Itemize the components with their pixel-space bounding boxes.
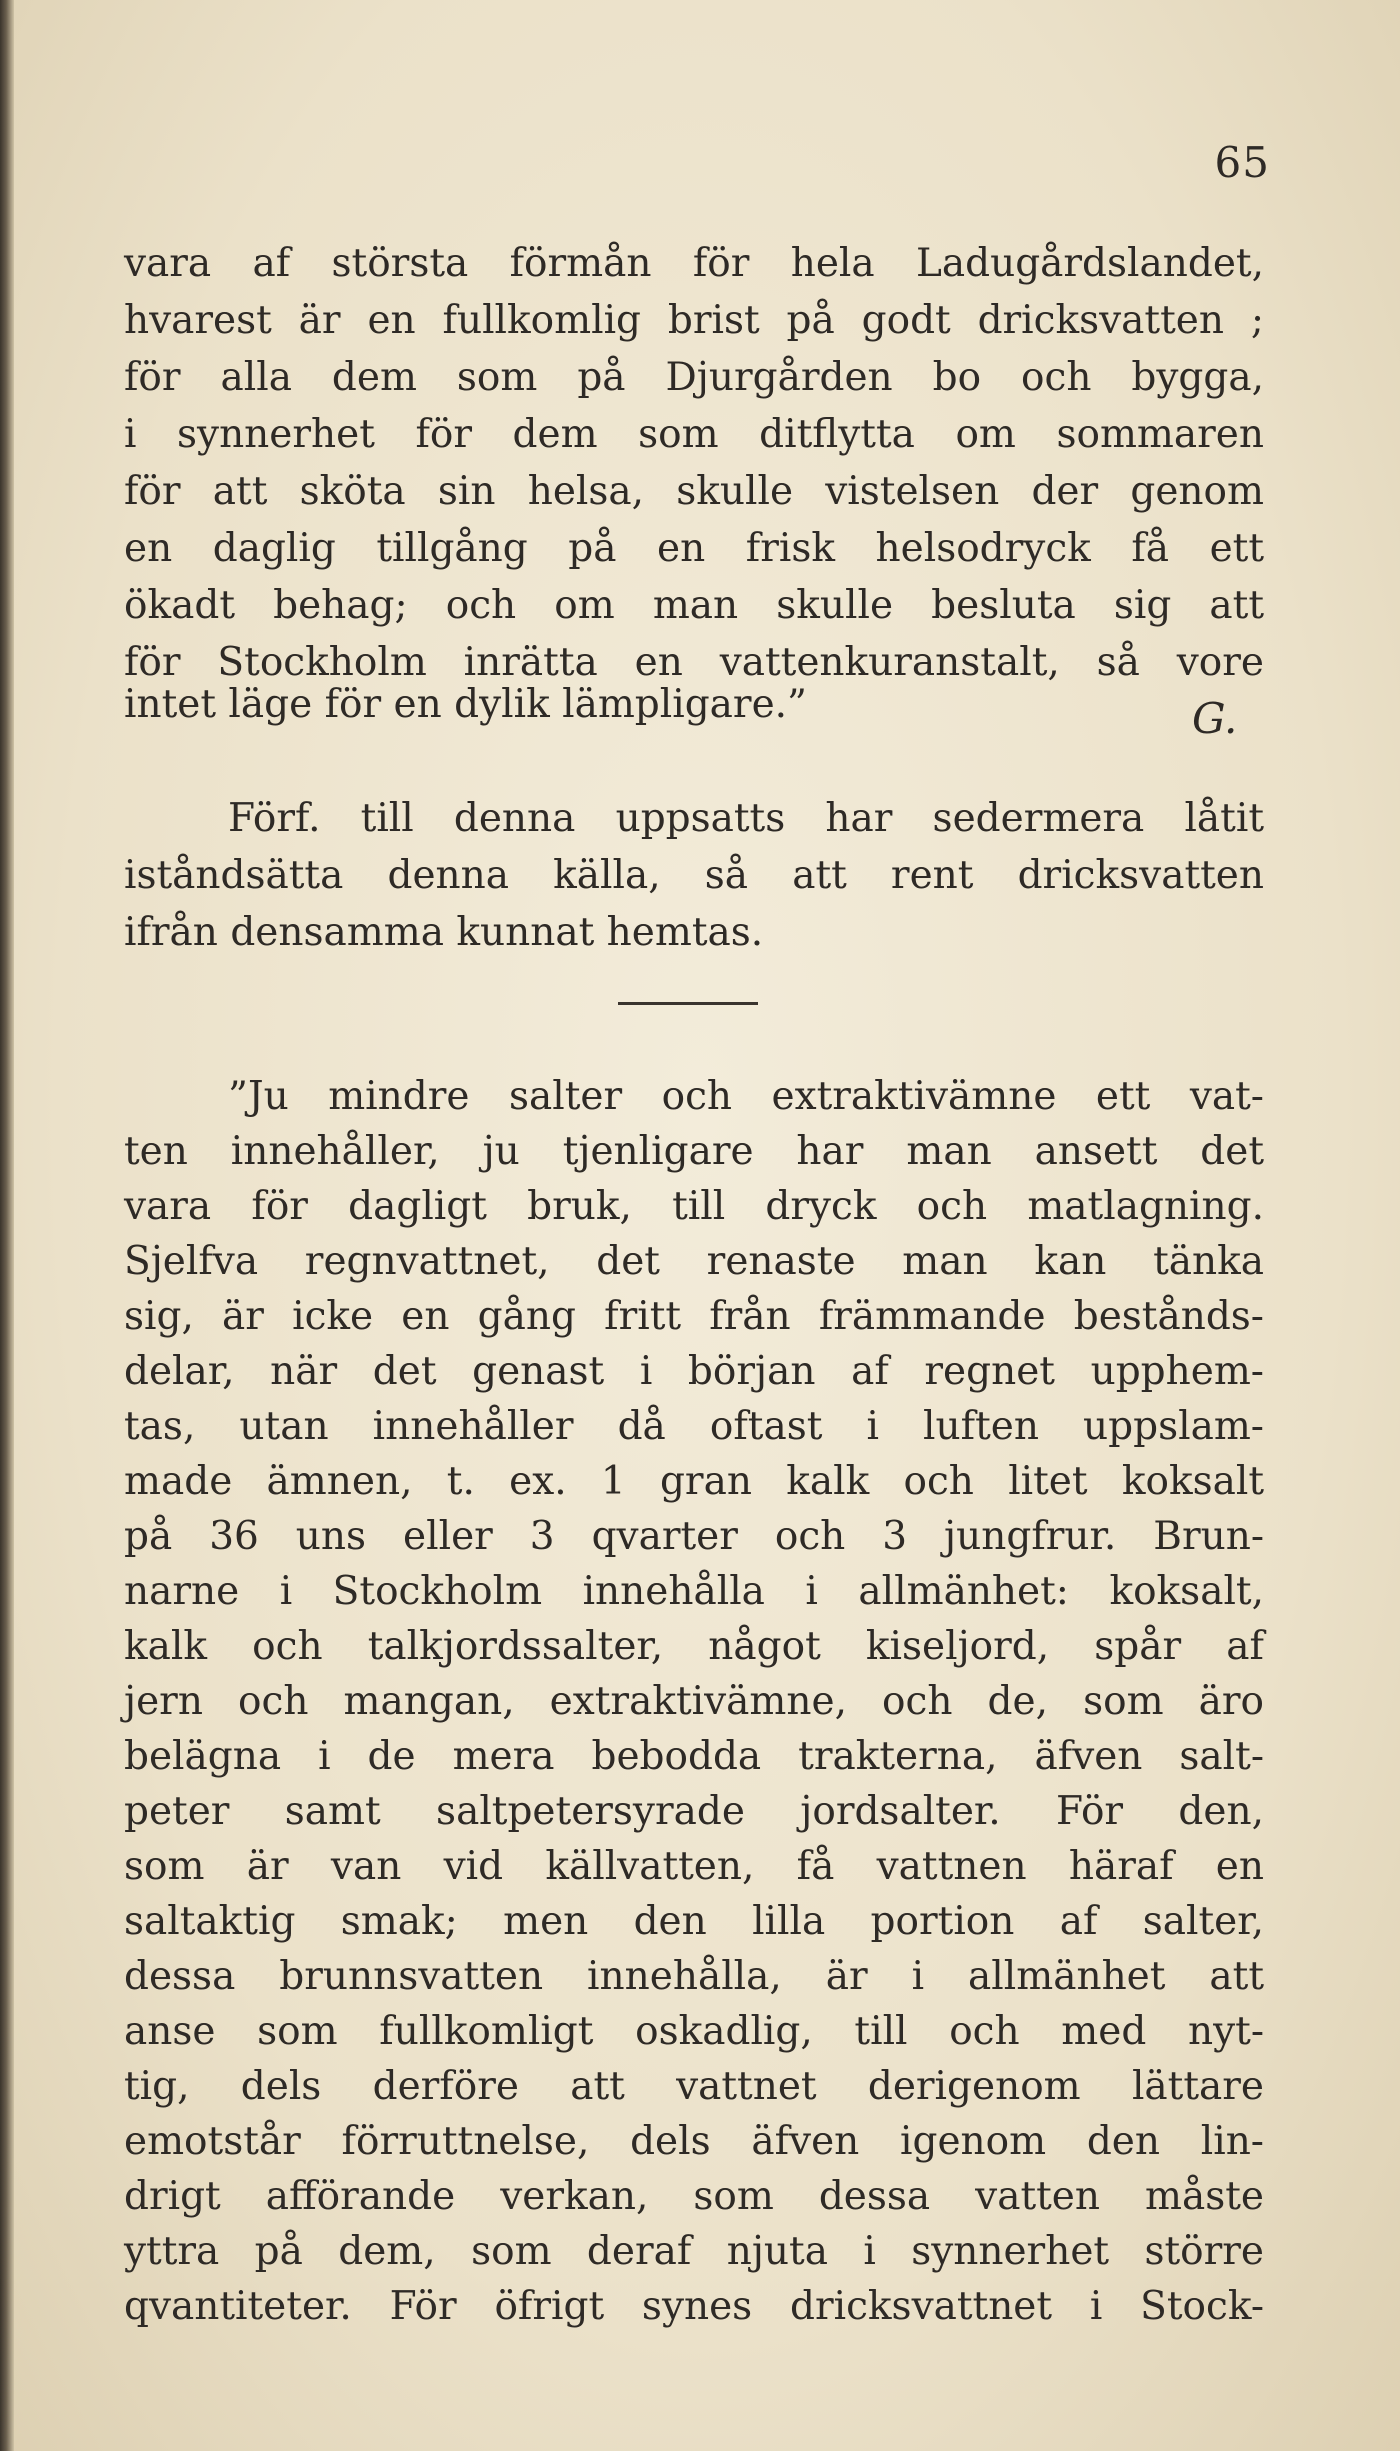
text-line: drigt afförande verkan, som dessa vatten måste	[124, 2174, 1264, 2219]
text-line: för alla dem som på Djurgården bo och bygga,	[124, 355, 1264, 400]
text-line: dessa brunnsvatten innehålla, är i allmänhet att	[124, 1954, 1264, 1999]
text-line: Förf. till denna uppsatts har sedermera låtit	[228, 796, 1264, 841]
text-line: yttra på dem, som deraf njuta i synnerhet större	[124, 2229, 1264, 2274]
text-line: qvantiteter. För öfrigt synes dricksvattnet i Stock-	[124, 2284, 1264, 2329]
page-number: 65	[1214, 138, 1270, 187]
text-line: Sjelfva regnvattnet, det renaste man kan tänka	[124, 1239, 1264, 1284]
text-line: narne i Stockholm innehålla i allmänhet: koksalt,	[124, 1569, 1264, 1614]
text-line: intet läge för en dylik lämpligare.”	[124, 682, 807, 727]
text-line: delar, när det genast i början af regnet upphem-	[124, 1349, 1264, 1394]
signature: G.	[1192, 694, 1238, 743]
text-line: tig, dels derföre att vattnet derigenom lättare	[124, 2064, 1264, 2109]
text-line: hvarest är en fullkomlig brist på godt dricksvatten ;	[124, 298, 1264, 343]
text-line: för att sköta sin helsa, skulle vistelsen der genom	[124, 469, 1264, 514]
text-line: vara för dagligt bruk, till dryck och matlagning.	[124, 1184, 1264, 1229]
text-line: kalk och talkjordssalter, något kiseljord, spår af	[124, 1624, 1264, 1669]
text-line: en daglig tillgång på en frisk helsodryck få ett	[124, 526, 1264, 571]
text-line: anse som fullkomligt oskadlig, till och med nyt-	[124, 2009, 1264, 2054]
text-line: ifrån densamma kunnat hemtas.	[124, 910, 764, 955]
text-line: made ämnen, t. ex. 1 gran kalk och litet koksalt	[124, 1459, 1264, 1504]
text-line: iståndsätta denna källa, så att rent dricksvatten	[124, 853, 1264, 898]
text-line: vara af största förmån för hela Ladugårdslandet,	[124, 241, 1264, 286]
text-line: sig, är icke en gång fritt från främmande bestånds-	[124, 1294, 1264, 1339]
text-line: emotstår förruttnelse, dels äfven igenom den lin-	[124, 2119, 1264, 2164]
text-line: tas, utan innehåller då oftast i luften uppslam-	[124, 1404, 1264, 1449]
text-line: ”Ju mindre salter och extraktivämne ett vat-	[228, 1074, 1264, 1119]
section-divider	[618, 1002, 758, 1005]
text-line: som är van vid källvatten, få vattnen häraf en	[124, 1844, 1264, 1889]
text-line: saltaktig smak; men den lilla portion af salter,	[124, 1899, 1264, 1944]
text-line: peter samt saltpetersyrade jordsalter. För den,	[124, 1789, 1264, 1834]
text-line: i synnerhet för dem som ditflytta om sommaren	[124, 412, 1264, 457]
text-line: jern och mangan, extraktivämne, och de, som äro	[124, 1679, 1264, 1724]
text-line: ökadt behag; och om man skulle besluta sig att	[124, 583, 1264, 628]
text-line: ten innehåller, ju tjenligare har man ansett det	[124, 1129, 1264, 1174]
text-line: för Stockholm inrätta en vattenkuranstalt, så vore	[124, 640, 1264, 685]
text-line: på 36 uns eller 3 qvarter och 3 jungfrur. Brun-	[124, 1514, 1264, 1559]
book-spine-edge	[0, 0, 14, 2451]
text-line: belägna i de mera bebodda trakterna, äfven salt-	[124, 1734, 1264, 1779]
